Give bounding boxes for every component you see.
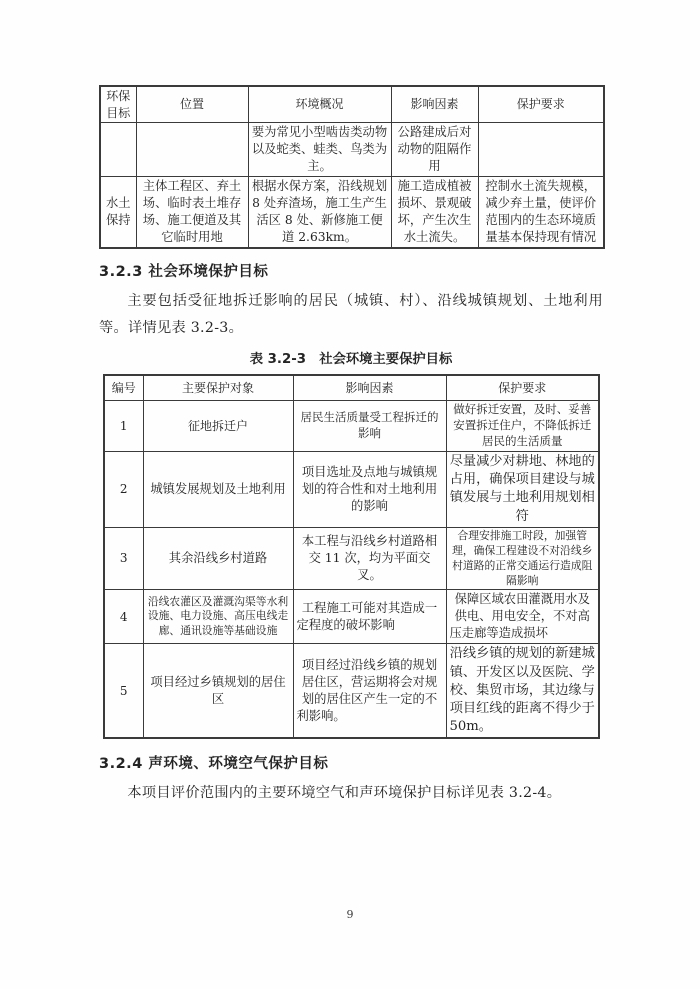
- social-env-protection-table: [103, 374, 600, 740]
- cell-target: [100, 123, 136, 177]
- cell-object: 其余沿线乡村道路: [143, 527, 293, 590]
- cell-location: [136, 123, 248, 177]
- cell-protection-req: 合理安排施工时段，加强管理，确保工程建设不对沿线乡村道路的正常交通运行造成阻隔影响: [446, 527, 599, 590]
- col-header-protection-req: 保护要求: [478, 86, 604, 123]
- table-header-row: [104, 375, 599, 401]
- cell-no: 4: [104, 590, 143, 644]
- section-paragraph-324: 本项目评价范围内的主要环境空气和声环境保护目标详见表 3.2-4。: [127, 785, 562, 802]
- cell-target: 水土保持: [100, 177, 136, 248]
- cell-env-overview: 要为常见小型啮齿类动物以及蛇类、蛙类、鸟类为主。: [248, 123, 391, 177]
- col-header-protection-req: 保护要求: [446, 375, 599, 401]
- table-header-row: [100, 86, 604, 123]
- col-header-env-overview: 环境概况: [248, 86, 391, 123]
- section-heading-324: 3.2.4 声环境、环境空气保护目标: [99, 756, 329, 773]
- cell-env-overview: 根据水保方案，沿线规划 8 处弃渣场，施工生产生活区 8 处、新修施工便道 2.63km。: [248, 177, 391, 248]
- cell-object: 征地拆迁户: [143, 401, 293, 452]
- cell-protection-req: 做好拆迁安置，及时、妥善安置拆迁住户，不降低拆迁居民的生活质量: [446, 401, 599, 452]
- cell-impact-factor: 居民生活质量受工程拆迁的影响: [293, 401, 446, 452]
- col-header-impact-factor: 影响因素: [391, 86, 478, 123]
- table-caption-3-2-3: 表 3.2-3 社会环境主要保护目标: [249, 351, 453, 367]
- col-header-object: 主要保护对象: [143, 375, 293, 401]
- cell-no: 2: [104, 451, 143, 527]
- cell-protection-req: [478, 123, 604, 177]
- table-row: [104, 644, 599, 739]
- cell-location: 主体工程区、弃土场、临时表土堆存场、施工便道及其它临时用地: [136, 177, 248, 248]
- cell-impact-factor: 工程施工可能对其造成一定程度的破坏影响: [293, 590, 446, 644]
- table-row: [104, 401, 599, 452]
- col-header-no: 编号: [104, 375, 143, 401]
- cell-protection-req: 保障区域农田灌溉用水及供电、用电安全，不对高压走廊等造成损坏: [446, 590, 599, 644]
- cell-impact-factor: 项目经过沿线乡镇的规划居住区，营运期将会对规划的居住区产生一定的不利影响。: [293, 644, 446, 739]
- cell-no: 1: [104, 401, 143, 452]
- cell-impact-factor: 本工程与沿线乡村道路相交 11 次，均为平面交叉。: [293, 527, 446, 590]
- table-row: [100, 123, 604, 177]
- col-header-location: 位置: [136, 86, 248, 123]
- cell-impact-factor: 项目选址及点地与城镇规划的符合性和对土地利用的影响: [293, 451, 446, 527]
- cell-impact-factor: 公路建成后对动物的阻隔作用: [391, 123, 478, 177]
- table-row: [104, 590, 599, 644]
- cell-object: 城镇发展规划及土地利用: [143, 451, 293, 527]
- col-header-impact-factor: 影响因素: [293, 375, 446, 401]
- section-heading-323: 3.2.3 社会环境保护目标: [99, 263, 269, 280]
- cell-protection-req: 尽量减少对耕地、林地的占用，确保项目建设与城镇发展与土地利用规划相符: [446, 451, 599, 527]
- table-row: [104, 451, 599, 527]
- cell-object: 项目经过乡镇规划的居住区: [143, 644, 293, 739]
- cell-protection-req: 沿线乡镇的规划的新建城镇、开发区以及医院、学校、集贸市场，其边缘与项目红线的距离不得少于 50m。: [446, 644, 599, 739]
- cell-impact-factor: 施工造成植被损坏、景观破坏，产生次生水土流失。: [391, 177, 478, 248]
- section-paragraph-323: 主要包括受征地拆迁影响的居民（城镇、村）、沿线城镇规划、土地利用等。详情见表 3.2-3。: [99, 292, 603, 336]
- eco-protection-table-continued: [99, 85, 605, 249]
- table-row: [100, 177, 604, 248]
- page-number: 9: [346, 908, 354, 921]
- cell-no: 5: [104, 644, 143, 739]
- cell-no: 3: [104, 527, 143, 590]
- cell-protection-req: 控制水土流失规模，减少弃土量，使评价范围内的生态环境质量基本保持现有情况: [478, 177, 604, 248]
- page-content: [99, 85, 603, 809]
- cell-object: 沿线农灌区及灌溉沟渠等水利设施、电力设施、高压电线走廊、通讯设施等基础设施: [143, 590, 293, 644]
- table-row: [104, 527, 599, 590]
- col-header-target: 环保目标: [100, 86, 136, 123]
